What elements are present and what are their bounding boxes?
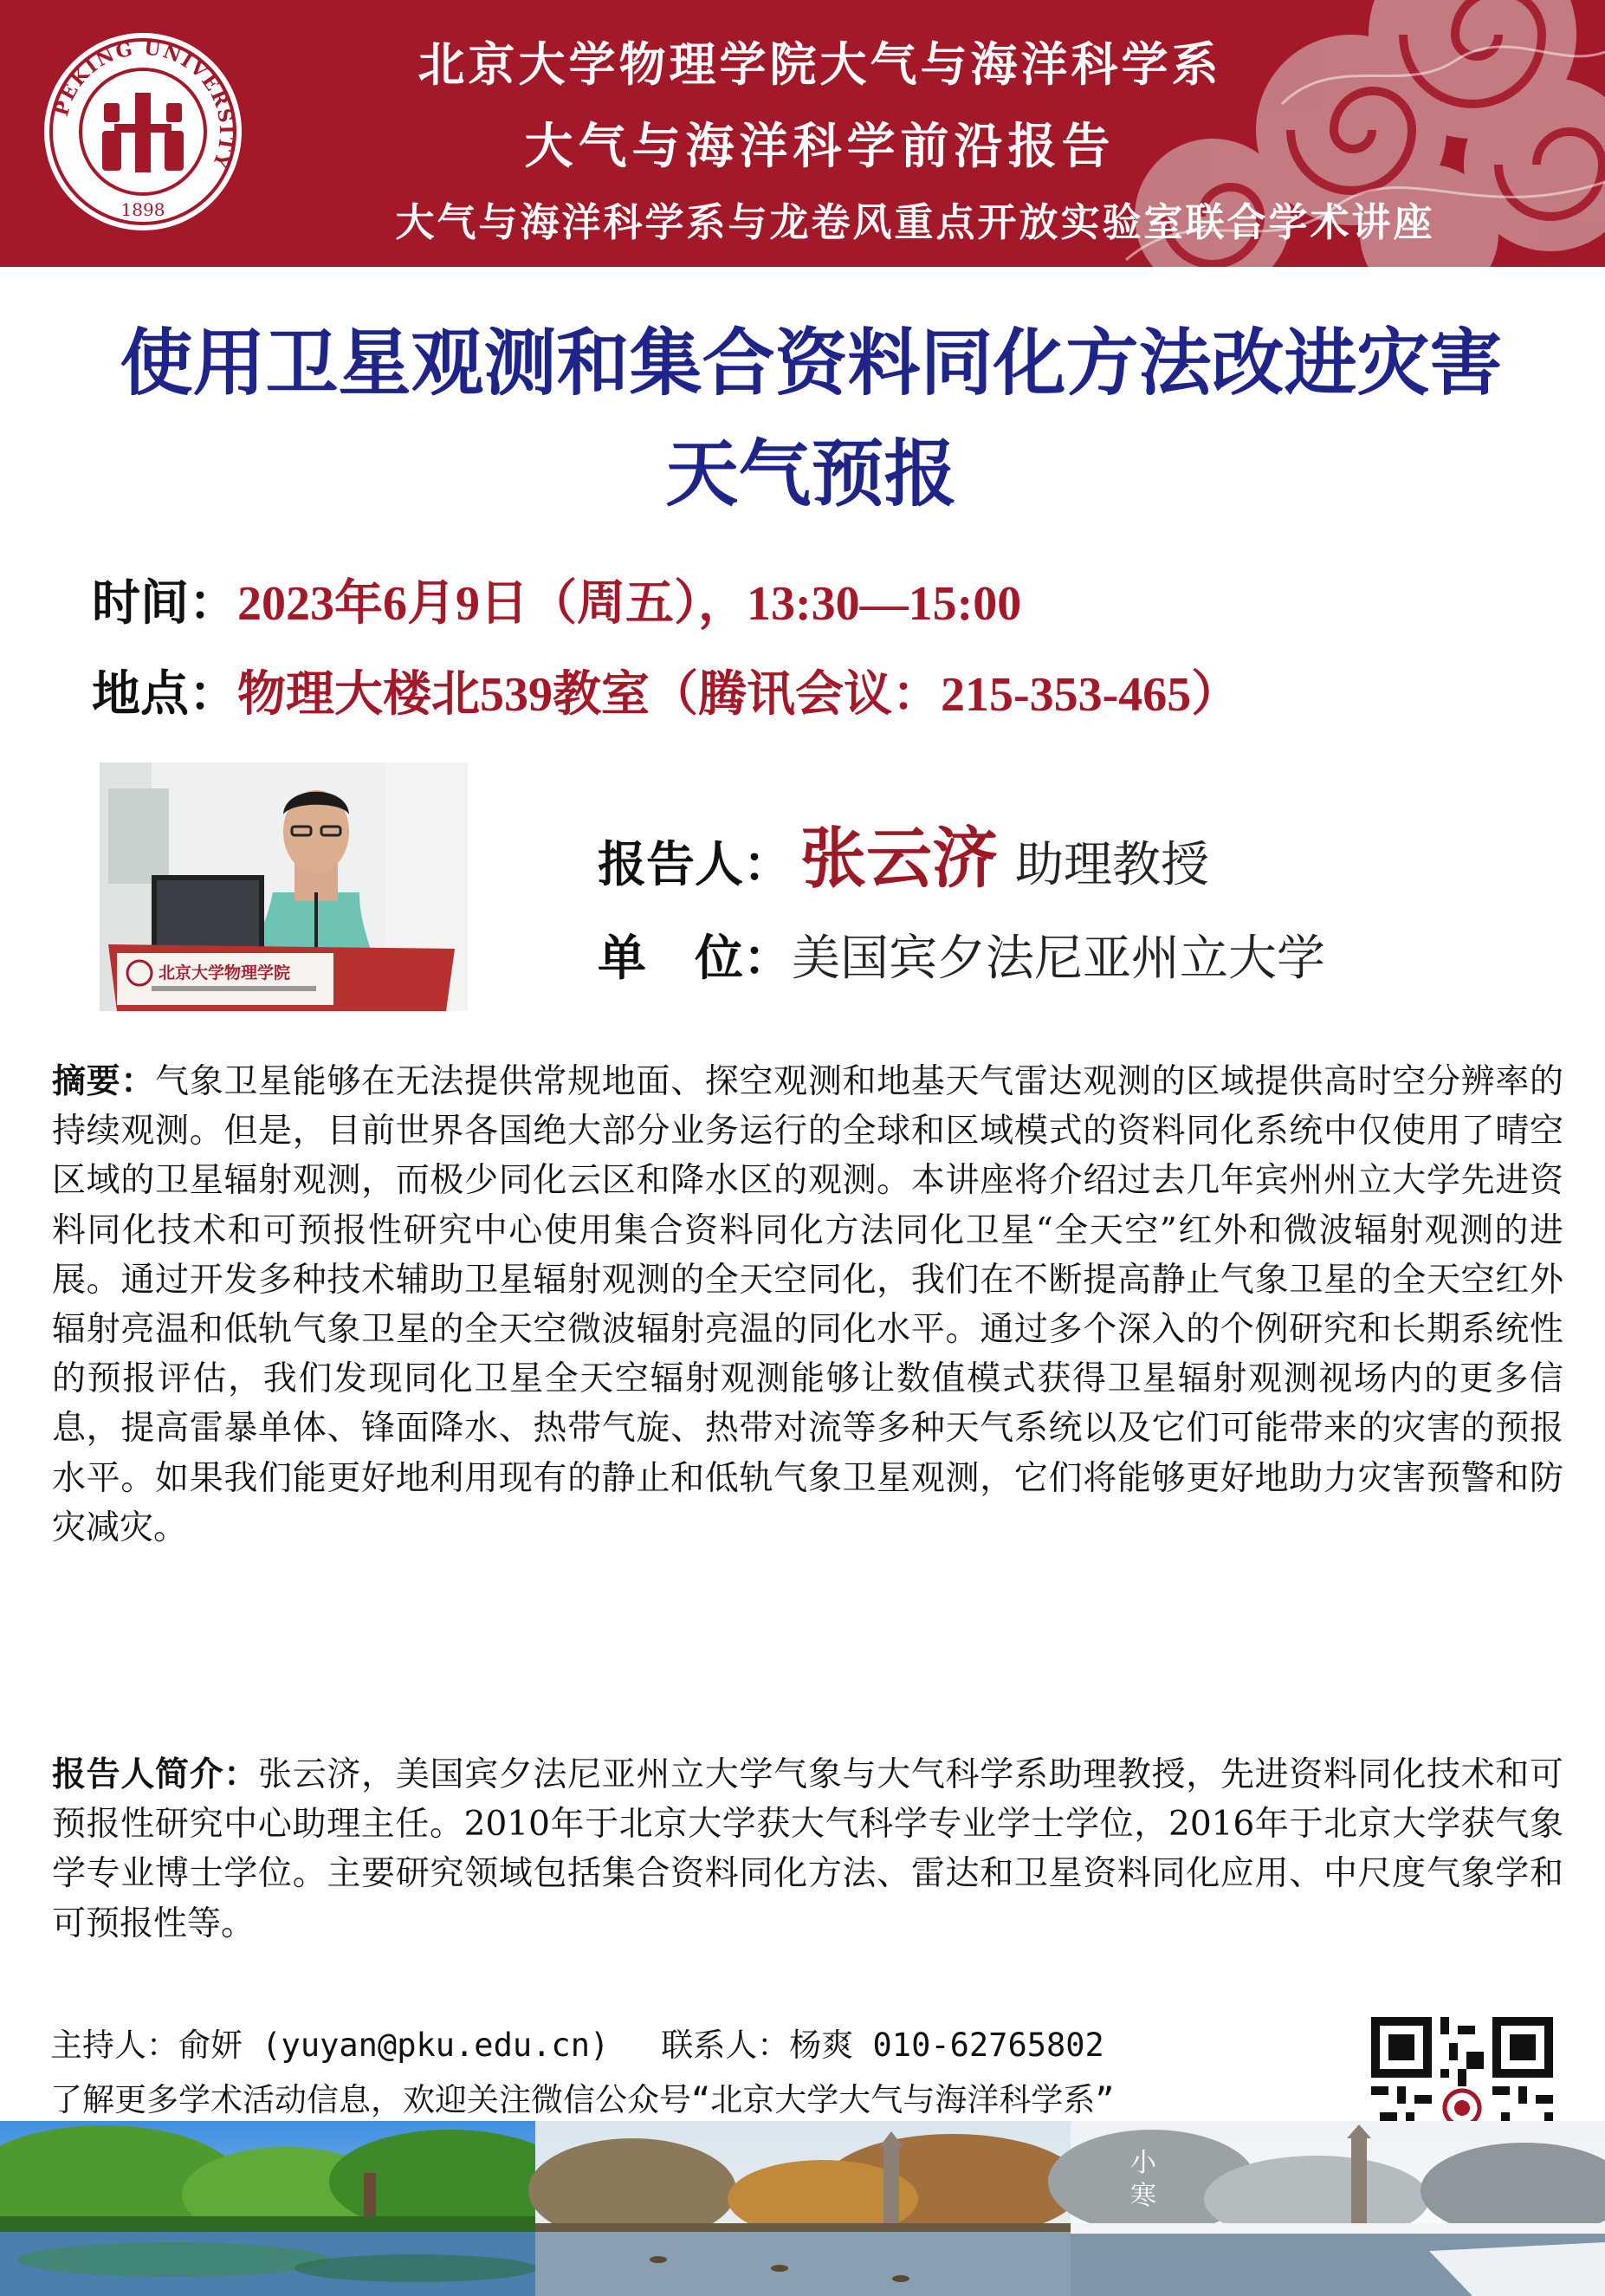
liaison-info: 联系人：杨爽 010-62765802 [661, 2027, 1104, 2064]
speaker-rank: 助理教授 [1015, 837, 1209, 893]
summer-lake-photo [0, 2121, 572, 2296]
place-row [92, 656, 1239, 725]
affiliation-row [598, 920, 1325, 989]
campus-photo-strip [0, 2121, 1605, 2296]
speaker-name: 张云济 [800, 820, 998, 897]
abstract-text: 气象卫星能够在无法提供常规地面、探空观测和地基天气雷达观测的区域提供高时空分辨率的持续观测。但是，目前世界各国绝大部分业务运行的全球和区域模式的资料同化系统中仅使用了晴空区域的卫星辐射观测，而极少同化云区和降水区的观测。本讲座将介绍过去几年宾州州立大学先进资料同化技术和可预报性研究中心使用集合资料同化方法同化卫星“全天空”红外和微波辐射观测的进展。通过开发多种技术辅助卫星辐射观测的全天空同化，我们在不断提高静止气象卫星的全天空红外辐射亮温和低轨气象卫星的全天空微波辐射亮温的同化水平。通过多个深入的个例研究和长期系统性的预报评估，我们发现同化卫星全天空辐射观测能够让数值模式获得卫星辐射观测视场内的更多信息，提高雷暴单体、锋面降水、热带气旋、热带对流等多种天气系统以及它们可能带来的灾害的预报水平。如果我们能更好地利用现有的静止和低轨气象卫星观测，它们将能够更好地助力灾害预警和防灾减灾。 [52, 1062, 1563, 1547]
bio-text: 张云济，美国宾夕法尼亚州立大学气象与大气科学系助理教授，先进资料同化技术和可预报性研究中心助理主任。2010年于北京大学获大气科学专业学士学位，2016年于北京大学获气象学专业博士学位。主要研究领域包括集合资料同化方法、雷达和卫星资料同化应用、中尺度气象学和可预报性等。 [52, 1755, 1563, 1943]
season-label: 小寒 [1130, 2148, 1156, 2211]
header-joint-lecture: 大气与海洋科学系与龙卷风重点开放实验室联合学术讲座 [395, 199, 1435, 245]
speaker-bio-section [52, 1750, 1563, 1949]
wechat-follow-note: 了解更多学术活动信息，欢迎关注微信公众号“北京大学大气与海洋科学系” [50, 2081, 1115, 2118]
time-value: 2023年6月9日（周五），13:30—15:00 [237, 577, 1022, 631]
lecture-title-line1: 使用卫星观测和集合资料同化方法改进灾害 [120, 321, 1503, 405]
time-row [92, 565, 1021, 634]
affiliation-label: 单 位： [598, 931, 792, 987]
autumn-lake-photo [528, 2121, 1083, 2296]
speaker-photo [100, 762, 468, 1011]
abstract-label: 摘要： [52, 1062, 156, 1101]
place-label: 地点： [92, 666, 237, 723]
lecture-title-line2: 天气预报 [665, 431, 957, 516]
logo-ring-text: PEKING UNIVERSITY [49, 36, 238, 172]
time-label: 时间： [92, 575, 237, 632]
lecture-title [52, 308, 1570, 529]
header-banner [0, 0, 1605, 267]
logo-year: 1898 [120, 199, 165, 220]
abstract-section [52, 1057, 1563, 1553]
contact-row [50, 2019, 1104, 2066]
speaker-label: 报告人： [598, 837, 792, 893]
speaker-row [598, 806, 1209, 900]
podium-sign-text: 北京大学物理学院 [159, 963, 291, 983]
header-department: 北京大学物理学院大气与海洋科学系 [417, 36, 1222, 92]
affiliation-value: 美国宾夕法尼亚州立大学 [792, 931, 1325, 987]
bio-label: 报告人简介： [52, 1755, 259, 1794]
place-value: 物理大楼北539教室（腾讯会议：215-353-465） [237, 668, 1240, 722]
host-info: 主持人：俞妍 (yuyan@pku.edu.cn) [50, 2027, 610, 2064]
header-series: 大气与海洋科学前沿报告 [524, 118, 1116, 175]
